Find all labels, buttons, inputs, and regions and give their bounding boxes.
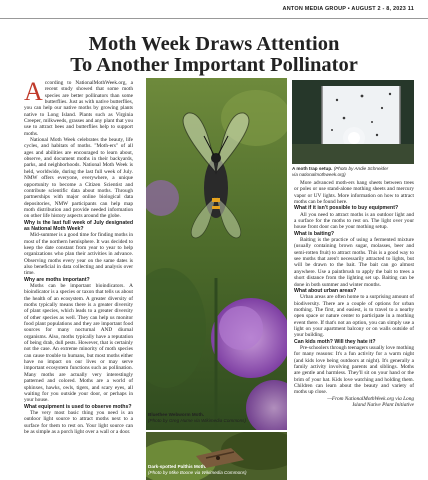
caption-credit-line-2: via nationalmothweek.org) — [292, 171, 346, 177]
paragraph: Mid-summer is a good time for finding moths in most of the northern hemisphere. It was decided to keep the date constant from year to year to help organizations who plan their activities in advance. Observing moths every year on the same dates is also beneficial in data collecting and analysis over time. — [24, 232, 133, 277]
headline — [0, 34, 428, 76]
paragraph: ccording to NationalMothWeek.org, a recent study showed that some moth species are better pollinators than some butterflies. Just as with native butterflies, you can help our native moths by growing plants native to Long Island. Plants such as Virginia Creeper, milkweeds, grasses and any plant that you use to attract bees and butterflies help to support moths. — [24, 80, 133, 137]
caption-title: A moth trap setup. — [292, 166, 333, 171]
subheading: What about urban areas? — [294, 287, 357, 294]
paragraph: The very most basic thing you need is an outdoor light source to attract moths next to a surface for them to rest on. Your light source can be as simple as a porch light over a wall or a door. — [24, 409, 133, 435]
article-column-1 — [24, 77, 133, 472]
caption-credit: (Photo by Greg Hume via Wikimedia Commons) — [148, 417, 246, 423]
paragraph: National Moth Week celebrates the beauty, life cycles, and habitats of moths. "Moth-ers" of all ages and abilities are encouraged to learn about, observe, and document moths in their backyards, parks, and neighborhoods. National Moth Week is held, worldwide, during the last full week of July. NMW offers everyone, everywhere, a unique opportunity to become a Citizen Scientist and contribute scientific data about moths. Through partnerships with major online biological data depositories, NMW participants can help map moth distribution and provide needed information on other life history aspects around the globe. — [24, 137, 133, 220]
caption-title: Dark-spotted Palthis Moth. — [148, 464, 207, 469]
subheading: Can kids moth? Will they hate it? — [294, 338, 376, 345]
subheading: Why are moths important? — [24, 276, 90, 283]
article-column-3 — [294, 180, 414, 476]
paragraph: Urban areas are often home to a surprising amount of biodiversity. There are a couple of options for urban mothing. The first, and easiest, is to travel to a nearby open space or nature center to participate in a mothing event there. If that's not an option, you can simply use a light on your apartment balcony or on walls outside of your building. — [294, 294, 414, 339]
page-header — [0, 6, 428, 16]
caption-title: Bluethee Webworm Moth. — [148, 412, 205, 417]
paragraph: Baiting is the practice of using a fermented mixture (usually containing brown sugar, molasses, beer and semi-rotten fruit) to attract moths. This is a good way to see moths that aren't necessarily attracted to lights, but will be drawn to the bait. The bait can go almost anywhere. Use a paintbrush to apply the bait to trees a short distance from the lighting set up. Baiting can be done in both summer and winter months. — [294, 237, 414, 288]
header-rule — [0, 18, 428, 19]
clearwing-moth-photo — [146, 78, 287, 430]
caption-credit: (Photo by Andie Schneider — [332, 166, 389, 171]
source-credit-line-2: Island Native Plant Initiative — [352, 402, 414, 409]
subheading: What is baiting? — [294, 230, 335, 237]
header-meta: ANTON MEDIA GROUP • AUGUST 2 - 8, 2023 11 — [282, 6, 414, 12]
paragraph: All you need to attract moths is an outdoor light and a surface for the moths to rest on. The light over your house front door can be your mothing setup. — [294, 211, 414, 231]
source-credit-line-1: —From NationalMothWeek.org via Long — [327, 395, 414, 402]
caption-credit: (Photo by Mike Boone via Wikimedia Commons) — [148, 469, 247, 475]
moth-trap-caption — [292, 166, 416, 177]
drop-cap: A — [24, 77, 43, 106]
headline-line-1: Moth Week Draws Attention — [88, 33, 340, 55]
subheading: What equipment is used to observe moths? — [24, 403, 132, 410]
paragraph: Moths can be important bioindicators. A bioindicator is a species or taxon that tells us about the health of an ecosystem. A greater diversity of moths typically means there is a greater diversity of plant species, which leads to a greater diversity of other species as well. They can help us monitor food plant populations and they are important food sources for many nocturnal AND diurnal organisms. Also, moths typically have a reputation of being drab, dull pests. However, that is certainly not the case. An extreme minority of moth species can cause trouble to humans, but most moths either have no impact on our lives or may serve important ecosystem functions such as pollination. Many moths are actually very interestingly patterned and colored. Moths are a world of sphinxes, hawks, owls, tigers, and scary eyes, all waiting for you outside your door, or perhaps in your house. — [24, 283, 133, 404]
source-credit — [294, 396, 414, 409]
headline-line-2: To Another Important Pollinator — [70, 54, 358, 76]
moth-trap-image — [292, 80, 414, 164]
subheading: What if it isn't possible to buy equipment? — [294, 205, 399, 212]
clearwing-moth-caption — [148, 412, 286, 423]
paragraph: More advanced moth-ers hang sheets between trees or poles or use stand-alone mothing sheets and mercury vapor or UV lights. More information on how to attract moths can be found here. — [294, 180, 414, 206]
palthis-moth-caption — [148, 464, 286, 475]
subheading: Why is the last full week of July designated as National Moth Week? — [24, 219, 133, 232]
moth-trap-photo — [292, 80, 414, 164]
paragraph: Pre-schoolers through teenagers usually love mothing for many reasons: It's a fun activity for a warm night (and kids love being outdoors at night). It's generally a family activity involving parents and siblings. Moths are gentle and harmless. They'll sit on your hand or the brim of your hat. Kids love watching and holding them. Children can learn about the beauty and variety of moths up close. — [294, 344, 415, 396]
clearwing-moth-image — [146, 78, 287, 430]
